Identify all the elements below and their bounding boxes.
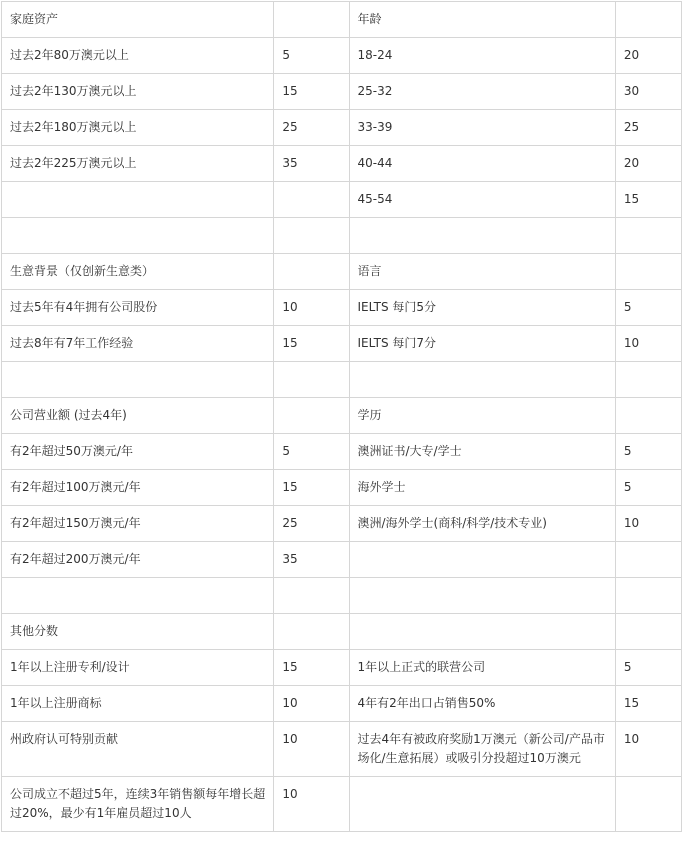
criterion-cell: 33-39 — [349, 110, 615, 146]
points-cell — [615, 542, 681, 578]
table-row — [2, 686, 682, 722]
table-row — [2, 650, 682, 686]
points-cell: 30 — [615, 74, 681, 110]
table-row — [2, 542, 682, 578]
points-cell — [615, 398, 681, 434]
points-cell: 10 — [274, 290, 349, 326]
points-cell — [615, 254, 681, 290]
points-cell: 10 — [615, 722, 681, 777]
points-cell — [274, 614, 349, 650]
spacer-row — [2, 578, 682, 614]
points-cell — [274, 182, 349, 218]
points-cell: 5 — [615, 470, 681, 506]
points-cell — [615, 777, 681, 832]
points-cell: 20 — [615, 146, 681, 182]
table-row — [2, 614, 682, 650]
criterion-cell: 45-54 — [349, 182, 615, 218]
points-cell — [615, 2, 681, 38]
points-cell: 10 — [274, 722, 349, 777]
table-row — [2, 254, 682, 290]
criterion-cell: 过去4年有被政府奖励1万澳元（新公司/产品市场化/生意拓展）或吸引分投超过10万澳元 — [349, 722, 615, 777]
points-cell: 20 — [615, 38, 681, 74]
criterion-cell — [349, 614, 615, 650]
points-cell: 5 — [274, 38, 349, 74]
table-row — [2, 290, 682, 326]
points-cell: 15 — [274, 74, 349, 110]
criterion-cell: 过去2年180万澳元以上 — [2, 110, 274, 146]
spacer-row — [2, 362, 682, 398]
criterion-cell — [349, 218, 615, 254]
points-cell — [615, 218, 681, 254]
table-row — [2, 777, 682, 832]
criterion-cell — [2, 182, 274, 218]
table-row — [2, 722, 682, 777]
points-cell: 10 — [274, 686, 349, 722]
criterion-cell — [349, 362, 615, 398]
points-cell: 15 — [615, 686, 681, 722]
spacer-row — [2, 218, 682, 254]
table-row — [2, 398, 682, 434]
criterion-cell: 过去8年有7年工作经验 — [2, 326, 274, 362]
criterion-cell: 有2年超过100万澳元/年 — [2, 470, 274, 506]
table-row — [2, 74, 682, 110]
points-cell — [274, 2, 349, 38]
points-cell — [615, 578, 681, 614]
criterion-cell: 海外学士 — [349, 470, 615, 506]
criterion-cell — [2, 362, 274, 398]
points-cell: 10 — [615, 326, 681, 362]
table-row — [2, 506, 682, 542]
category-header-business-background: 生意背景（仅创新生意类） — [2, 254, 274, 290]
criterion-cell: 1年以上正式的联营公司 — [349, 650, 615, 686]
criterion-cell: 4年有2年出口占销售50% — [349, 686, 615, 722]
table-row — [2, 110, 682, 146]
points-cell: 25 — [274, 110, 349, 146]
criterion-cell: 有2年超过50万澳元/年 — [2, 434, 274, 470]
criterion-cell: 25-32 — [349, 74, 615, 110]
criterion-cell — [2, 218, 274, 254]
points-cell: 25 — [615, 110, 681, 146]
criterion-cell: 过去5年有4年拥有公司股份 — [2, 290, 274, 326]
points-table — [1, 1, 682, 832]
criterion-cell: 州政府认可特别贡献 — [2, 722, 274, 777]
category-header-age: 年龄 — [349, 2, 615, 38]
criterion-cell: 公司成立不超过5年，连续3年销售额每年增长超过20%，最少有1年雇员超过10人 — [2, 777, 274, 832]
criterion-cell — [2, 578, 274, 614]
table-row — [2, 470, 682, 506]
criterion-cell: IELTS 每门7分 — [349, 326, 615, 362]
points-cell: 25 — [274, 506, 349, 542]
criterion-cell — [349, 777, 615, 832]
criterion-cell: 过去2年225万澳元以上 — [2, 146, 274, 182]
points-cell: 5 — [615, 290, 681, 326]
points-cell: 5 — [615, 434, 681, 470]
points-cell — [274, 398, 349, 434]
points-cell: 10 — [274, 777, 349, 832]
category-header-turnover: 公司营业额 (过去4年) — [2, 398, 274, 434]
criterion-cell — [349, 542, 615, 578]
criterion-cell: IELTS 每门5分 — [349, 290, 615, 326]
criterion-cell: 有2年超过200万澳元/年 — [2, 542, 274, 578]
points-cell: 35 — [274, 146, 349, 182]
criterion-cell: 过去2年80万澳元以上 — [2, 38, 274, 74]
category-header-assets: 家庭资产 — [2, 2, 274, 38]
points-cell — [274, 362, 349, 398]
points-cell: 35 — [274, 542, 349, 578]
points-cell: 5 — [274, 434, 349, 470]
category-header-education: 学历 — [349, 398, 615, 434]
category-header-language: 语言 — [349, 254, 615, 290]
table-row — [2, 146, 682, 182]
points-cell: 15 — [615, 182, 681, 218]
table-row — [2, 182, 682, 218]
points-cell: 15 — [274, 470, 349, 506]
criterion-cell: 1年以上注册专利/设计 — [2, 650, 274, 686]
points-cell — [274, 578, 349, 614]
points-cell: 5 — [615, 650, 681, 686]
table-row — [2, 38, 682, 74]
table-row — [2, 2, 682, 38]
points-cell: 10 — [615, 506, 681, 542]
table-row — [2, 434, 682, 470]
category-header-other-points: 其他分数 — [2, 614, 274, 650]
criterion-cell — [349, 578, 615, 614]
criterion-cell: 过去2年130万澳元以上 — [2, 74, 274, 110]
points-cell — [274, 218, 349, 254]
criterion-cell: 40-44 — [349, 146, 615, 182]
points-cell — [615, 362, 681, 398]
criterion-cell: 1年以上注册商标 — [2, 686, 274, 722]
criterion-cell: 澳洲证书/大专/学士 — [349, 434, 615, 470]
points-cell — [274, 254, 349, 290]
criterion-cell: 澳洲/海外学士(商科/科学/技术专业) — [349, 506, 615, 542]
table-row — [2, 326, 682, 362]
criterion-cell: 18-24 — [349, 38, 615, 74]
points-cell — [615, 614, 681, 650]
points-cell: 15 — [274, 650, 349, 686]
criterion-cell: 有2年超过150万澳元/年 — [2, 506, 274, 542]
points-cell: 15 — [274, 326, 349, 362]
